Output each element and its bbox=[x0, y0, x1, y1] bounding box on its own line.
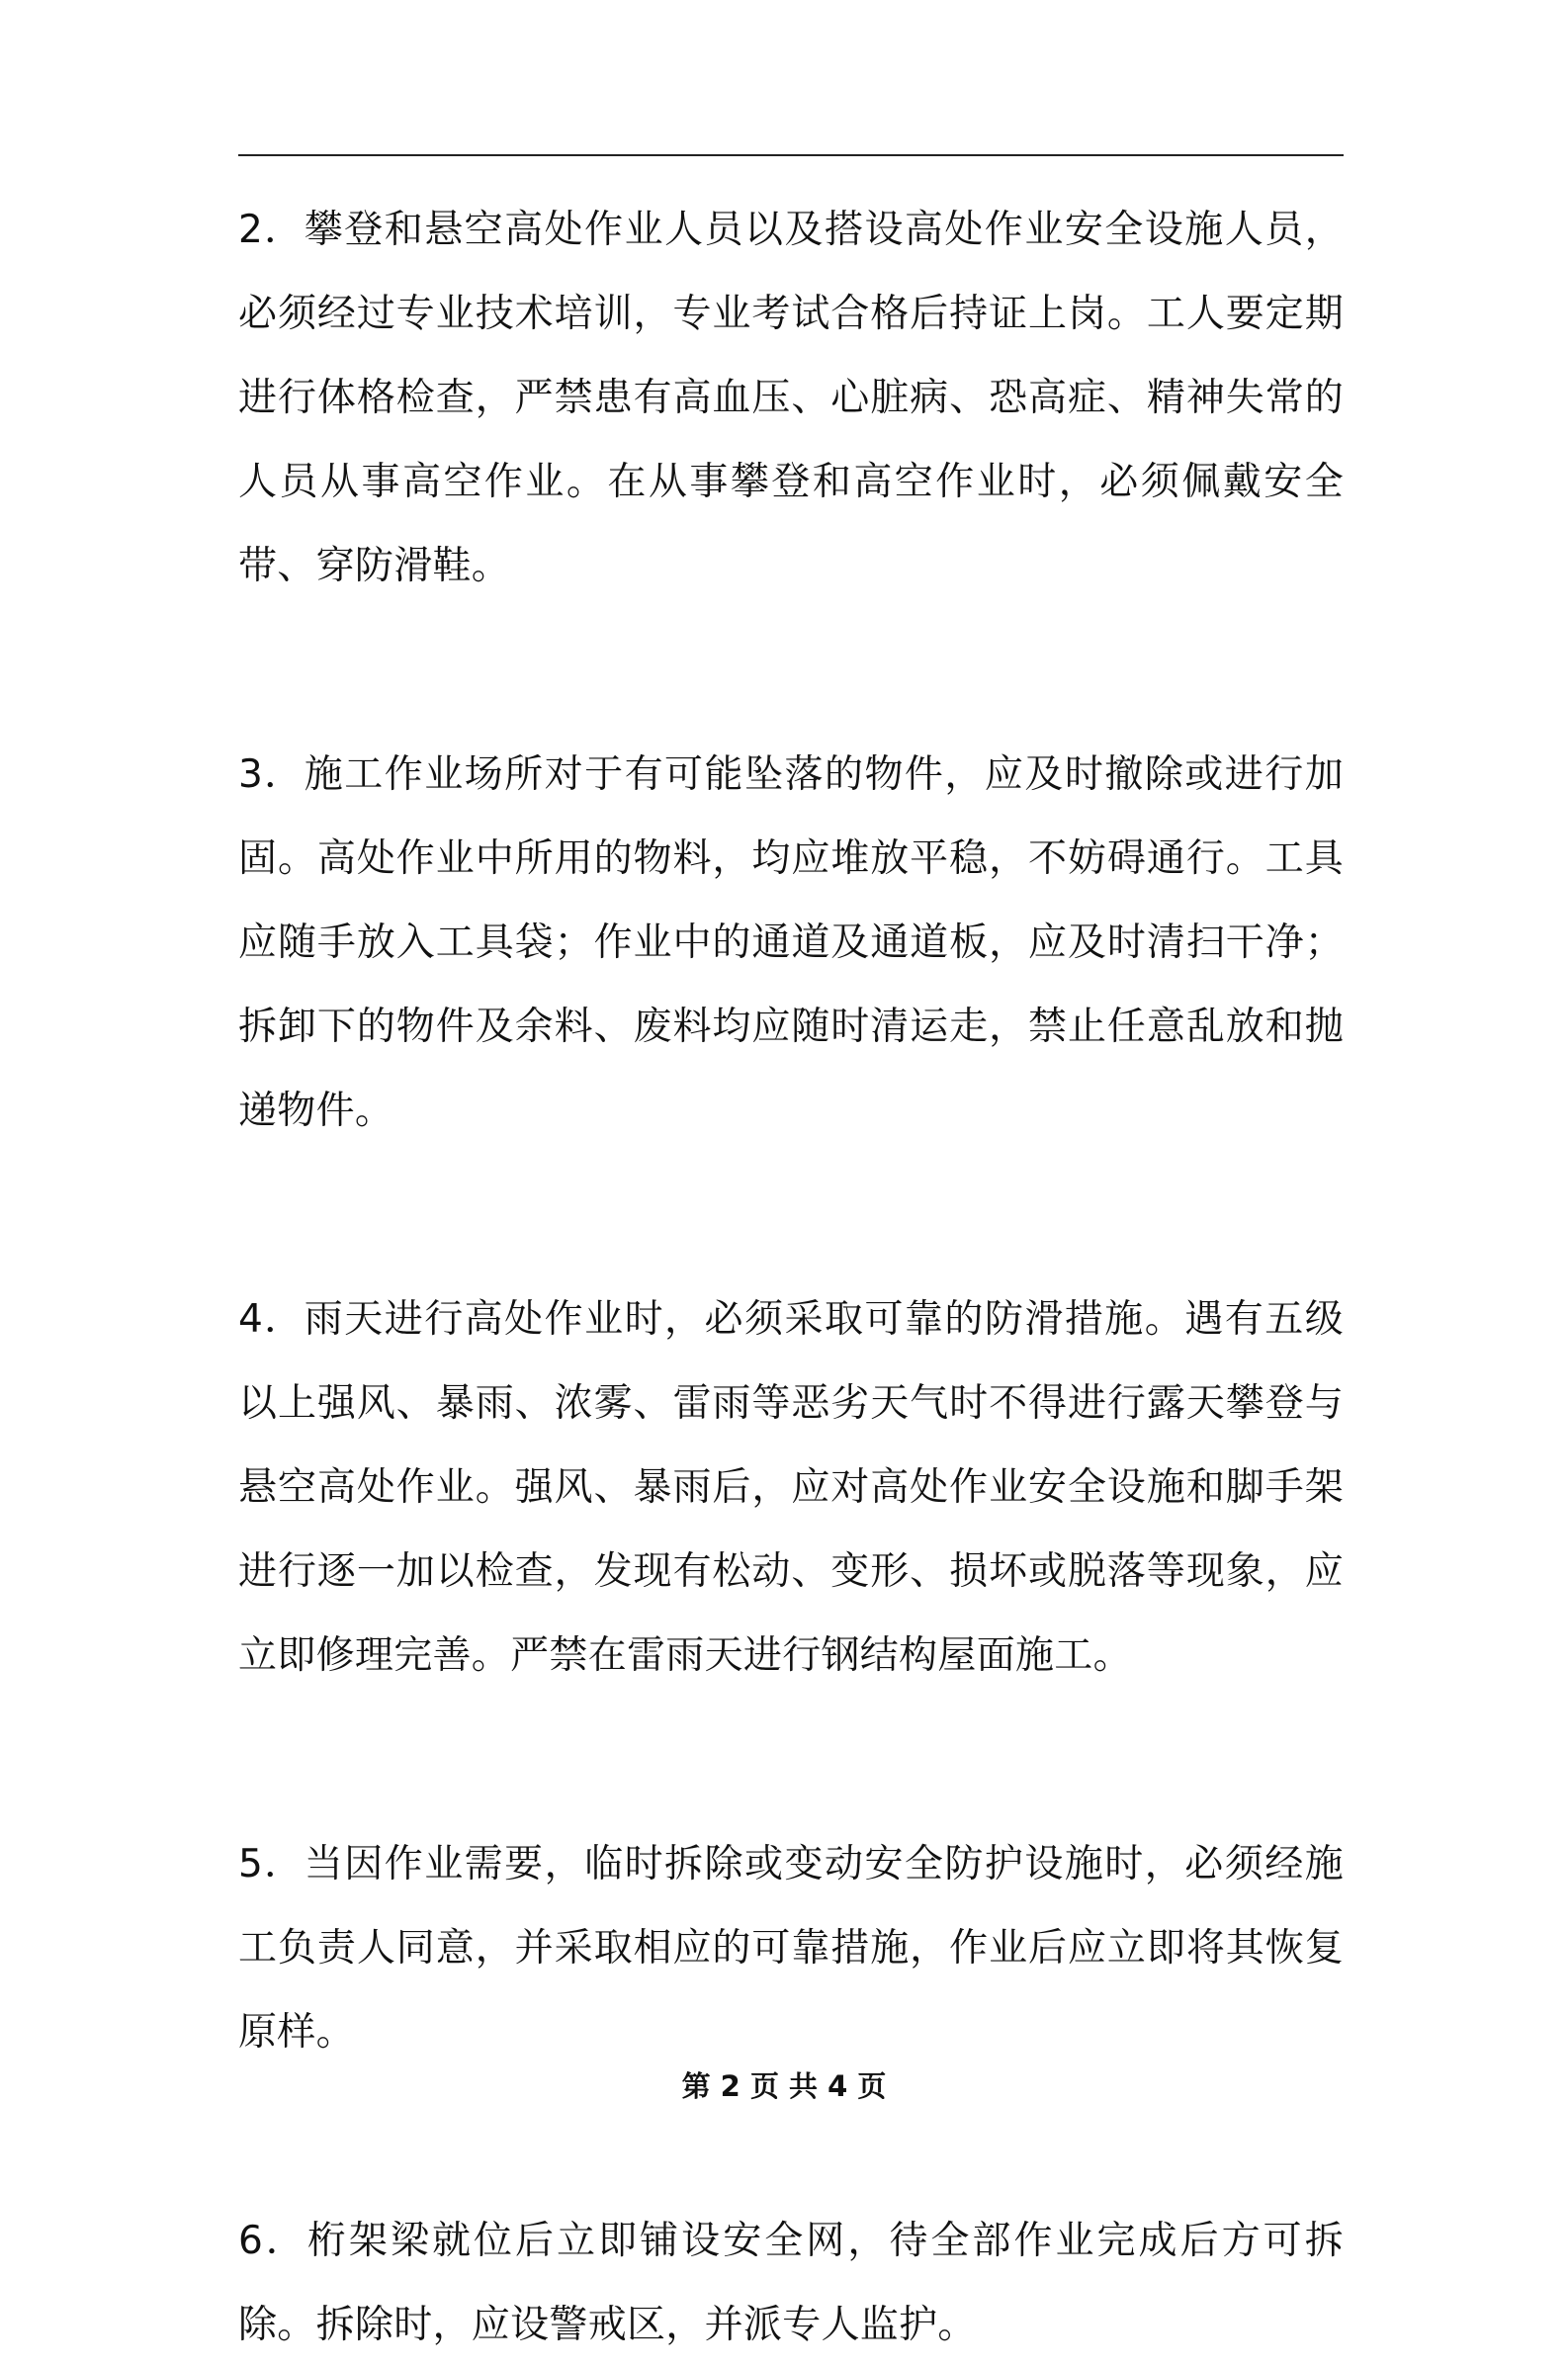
page-number-footer: 第 2 页 共 4 页 bbox=[681, 2069, 887, 2103]
paragraph-item-3: 3．施工作业场所对于有可能坠落的物件，应及时撤除或进行加固。高处作业中所用的物料，均应堆放平稳，不妨碍通行。工具应随手放入工具袋；作业中的通道及通道板，应及时清扫干净；拆卸下的物件及余料、废料均应随时清运走，禁止任意乱放和抛递物件。 bbox=[238, 752, 1344, 1133]
paragraph-item-4: 4．雨天进行高处作业时，必须采取可靠的防滑措施。遇有五级以上强风、暴雨、浓雾、雷雨等恶劣天气时不得进行露天攀登与悬空高处作业。强风、暴雨后，应对高处作业安全设施和脚手架进行逐一加以检查，发现有松动、变形、损坏或脱落等现象，应立即修理完善。严禁在雷雨天进行钢结构屋面施工。 bbox=[238, 1297, 1344, 1678]
paragraph-item-5: 5．当因作业需要，临时拆除或变动安全防护设施时，必须经施工负责人同意，并采取相应的可靠措施，作业后应立即将其恢复原样。 bbox=[238, 1842, 1344, 2055]
paragraph-item-6: 6．桁架梁就位后立即铺设安全网，待全部作业完成后方可拆除。拆除时，应设警戒区，并派专人监护。 bbox=[238, 2219, 1344, 2347]
paragraph-item-2: 2．攀登和悬空高处作业人员以及搭设高处作业安全设施人员，必须经过专业技术培训，专业考试合格后持证上岗。工人要定期进行体格检查，严禁患有高血压、心脏病、恐高症、精神失常的人员从事高空作业。在从事攀登和高空作业时，必须佩戴安全带、穿防滑鞋。 bbox=[238, 208, 1344, 588]
header-rule bbox=[238, 154, 1344, 156]
document-body bbox=[238, 188, 1344, 2367]
